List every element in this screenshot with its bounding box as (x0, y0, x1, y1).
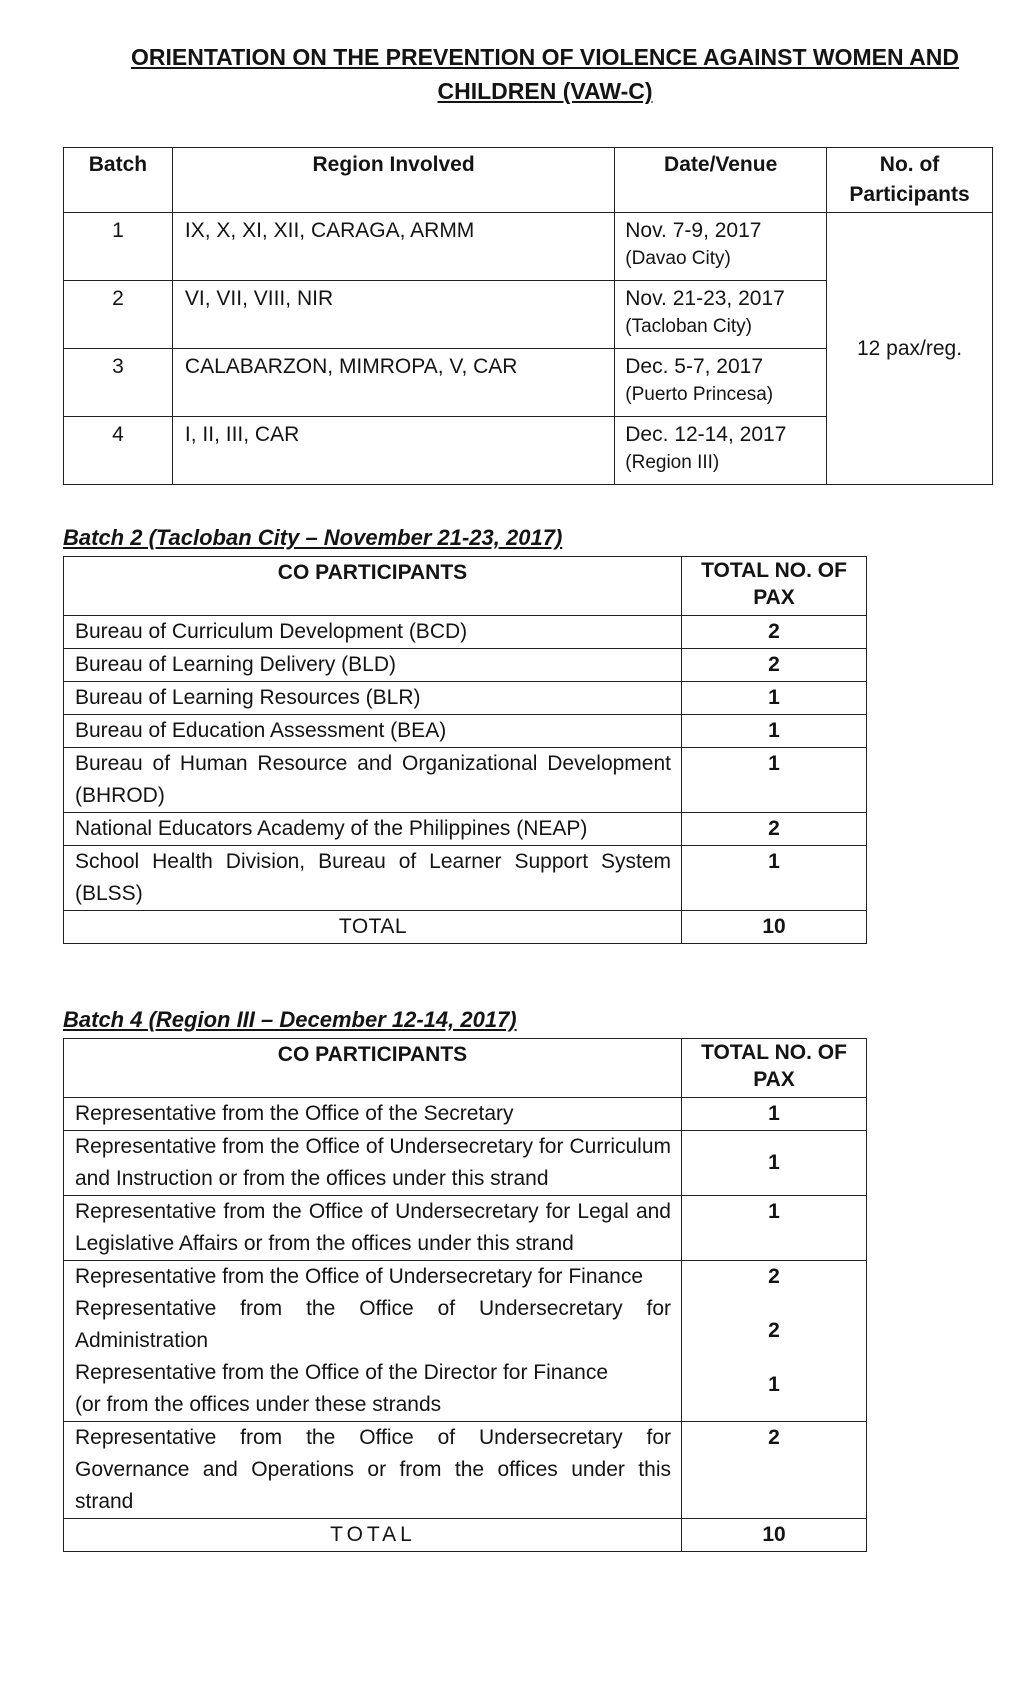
pax-count: 1 (682, 715, 867, 748)
table-row (64, 649, 867, 682)
pax-count: 1 (682, 1098, 867, 1131)
batch-number: 3 (64, 349, 173, 417)
table-row (64, 1261, 867, 1422)
participant-name: Representative from the Office of Undersecretary for Governance and Operations or from the offices under this strand (64, 1422, 682, 1519)
region-cell: CALABARZON, MIMROPA, V, CAR (172, 349, 614, 417)
summary-header-row (64, 148, 993, 213)
participant-name: Bureau of Education Assessment (BEA) (64, 715, 682, 748)
batch4-header-row (64, 1039, 867, 1098)
table-row (64, 1422, 867, 1519)
document-title (60, 40, 1030, 108)
total-value: 10 (682, 911, 867, 944)
table-row (64, 813, 867, 846)
region-cell: VI, VII, VIII, NIR (172, 281, 614, 349)
pax-count: 2 (682, 616, 867, 649)
summary-row-1 (64, 213, 993, 281)
pax-count: 2 (682, 813, 867, 846)
batch2-heading: Batch 2 (Tacloban City – November 21-23, 2017) (63, 525, 563, 550)
batch4-total-row (64, 1519, 867, 1552)
table-row (64, 1131, 867, 1196)
header-batch: Batch (64, 148, 173, 213)
pax-count: 1 (768, 1373, 780, 1396)
venue: (Puerto Princesa) (625, 384, 774, 405)
participant-name: Bureau of Learning Delivery (BLD) (64, 649, 682, 682)
batch4-table (63, 1038, 867, 1552)
header-co-participants: CO PARTICIPANTS (64, 1039, 682, 1098)
participant-line: Representative from the Office of Undersecretary for Administration (75, 1297, 671, 1352)
table-row (64, 846, 867, 911)
header-total-pax: TOTAL NO. OF PAX (682, 557, 867, 616)
date: Dec. 5-7, 2017 (625, 355, 764, 378)
date-venue-cell (615, 213, 827, 281)
table-row (64, 1098, 867, 1131)
venue: (Davao City) (625, 248, 731, 269)
pax-count-group (682, 1261, 867, 1422)
participant-name: Representative from the Office of the Secretary (64, 1098, 682, 1131)
pax-count: 1 (682, 682, 867, 715)
pax-count: 2 (682, 1422, 867, 1519)
table-row (64, 1196, 867, 1261)
participant-name: Bureau of Human Resource and Organizational Development (BHROD) (64, 748, 682, 813)
table-row (64, 715, 867, 748)
header-participants: No. of Participants (827, 148, 993, 213)
participants-cell: 12 pax/reg. (827, 213, 993, 485)
date-venue-cell (615, 417, 827, 485)
date: Dec. 12-14, 2017 (625, 423, 787, 446)
date-venue-cell (615, 281, 827, 349)
region-cell: I, II, III, CAR (172, 417, 614, 485)
date-venue-cell (615, 349, 827, 417)
pax-count: 2 (768, 1319, 780, 1342)
batch-summary-table (63, 147, 993, 485)
title-line-1: ORIENTATION ON THE PREVENTION OF VIOLENCE AGAINST WOMEN AND (130, 44, 959, 70)
table-row (64, 616, 867, 649)
participant-line: (or from the offices under these strands (75, 1393, 442, 1416)
total-value: 10 (682, 1519, 867, 1552)
batch2-table (63, 556, 867, 944)
pax-count: 1 (682, 1131, 867, 1196)
date: Nov. 7-9, 2017 (625, 219, 762, 242)
pax-count: 2 (682, 649, 867, 682)
batch-number: 4 (64, 417, 173, 485)
participant-name: School Health Division, Bureau of Learner Support System (BLSS) (64, 846, 682, 911)
venue: (Tacloban City) (625, 316, 752, 337)
pax-count: 2 (768, 1265, 780, 1288)
participant-name: Representative from the Office of Undersecretary for Legal and Legislative Affairs or from the offices under this strand (64, 1196, 682, 1261)
pax-count: 1 (682, 748, 867, 813)
batch-number: 2 (64, 281, 173, 349)
pax-count: 1 (682, 846, 867, 911)
batch2-total-row (64, 911, 867, 944)
batch-number: 1 (64, 213, 173, 281)
header-total-pax: TOTAL NO. OF PAX (682, 1039, 867, 1098)
region-cell: IX, X, XI, XII, CARAGA, ARMM (172, 213, 614, 281)
batch4-heading: Batch 4 (Region III – December 12-14, 2017) (63, 1007, 517, 1032)
participant-name-group (64, 1261, 682, 1422)
participant-name: Representative from the Office of Undersecretary for Curriculum and Instruction or from the offices under this strand (64, 1131, 682, 1196)
total-label: TOTAL (64, 911, 682, 944)
participant-name: Bureau of Curriculum Development (BCD) (64, 616, 682, 649)
participant-name: National Educators Academy of the Philippines (NEAP) (64, 813, 682, 846)
header-co-participants: CO PARTICIPANTS (64, 557, 682, 616)
participant-line: Representative from the Office of Undersecretary for Finance (75, 1265, 644, 1288)
header-date-venue: Date/Venue (615, 148, 827, 213)
total-label: TOTAL (64, 1519, 682, 1552)
header-region: Region Involved (172, 148, 614, 213)
participant-name: Bureau of Learning Resources (BLR) (64, 682, 682, 715)
table-row (64, 748, 867, 813)
venue: (Region III) (625, 452, 720, 473)
title-line-2: CHILDREN (VAW-C) (437, 78, 653, 104)
table-row (64, 682, 867, 715)
batch2-header-row (64, 557, 867, 616)
date: Nov. 21-23, 2017 (625, 287, 785, 310)
pax-count: 1 (682, 1196, 867, 1261)
participant-line: Representative from the Office of the Director for Finance (75, 1361, 609, 1384)
